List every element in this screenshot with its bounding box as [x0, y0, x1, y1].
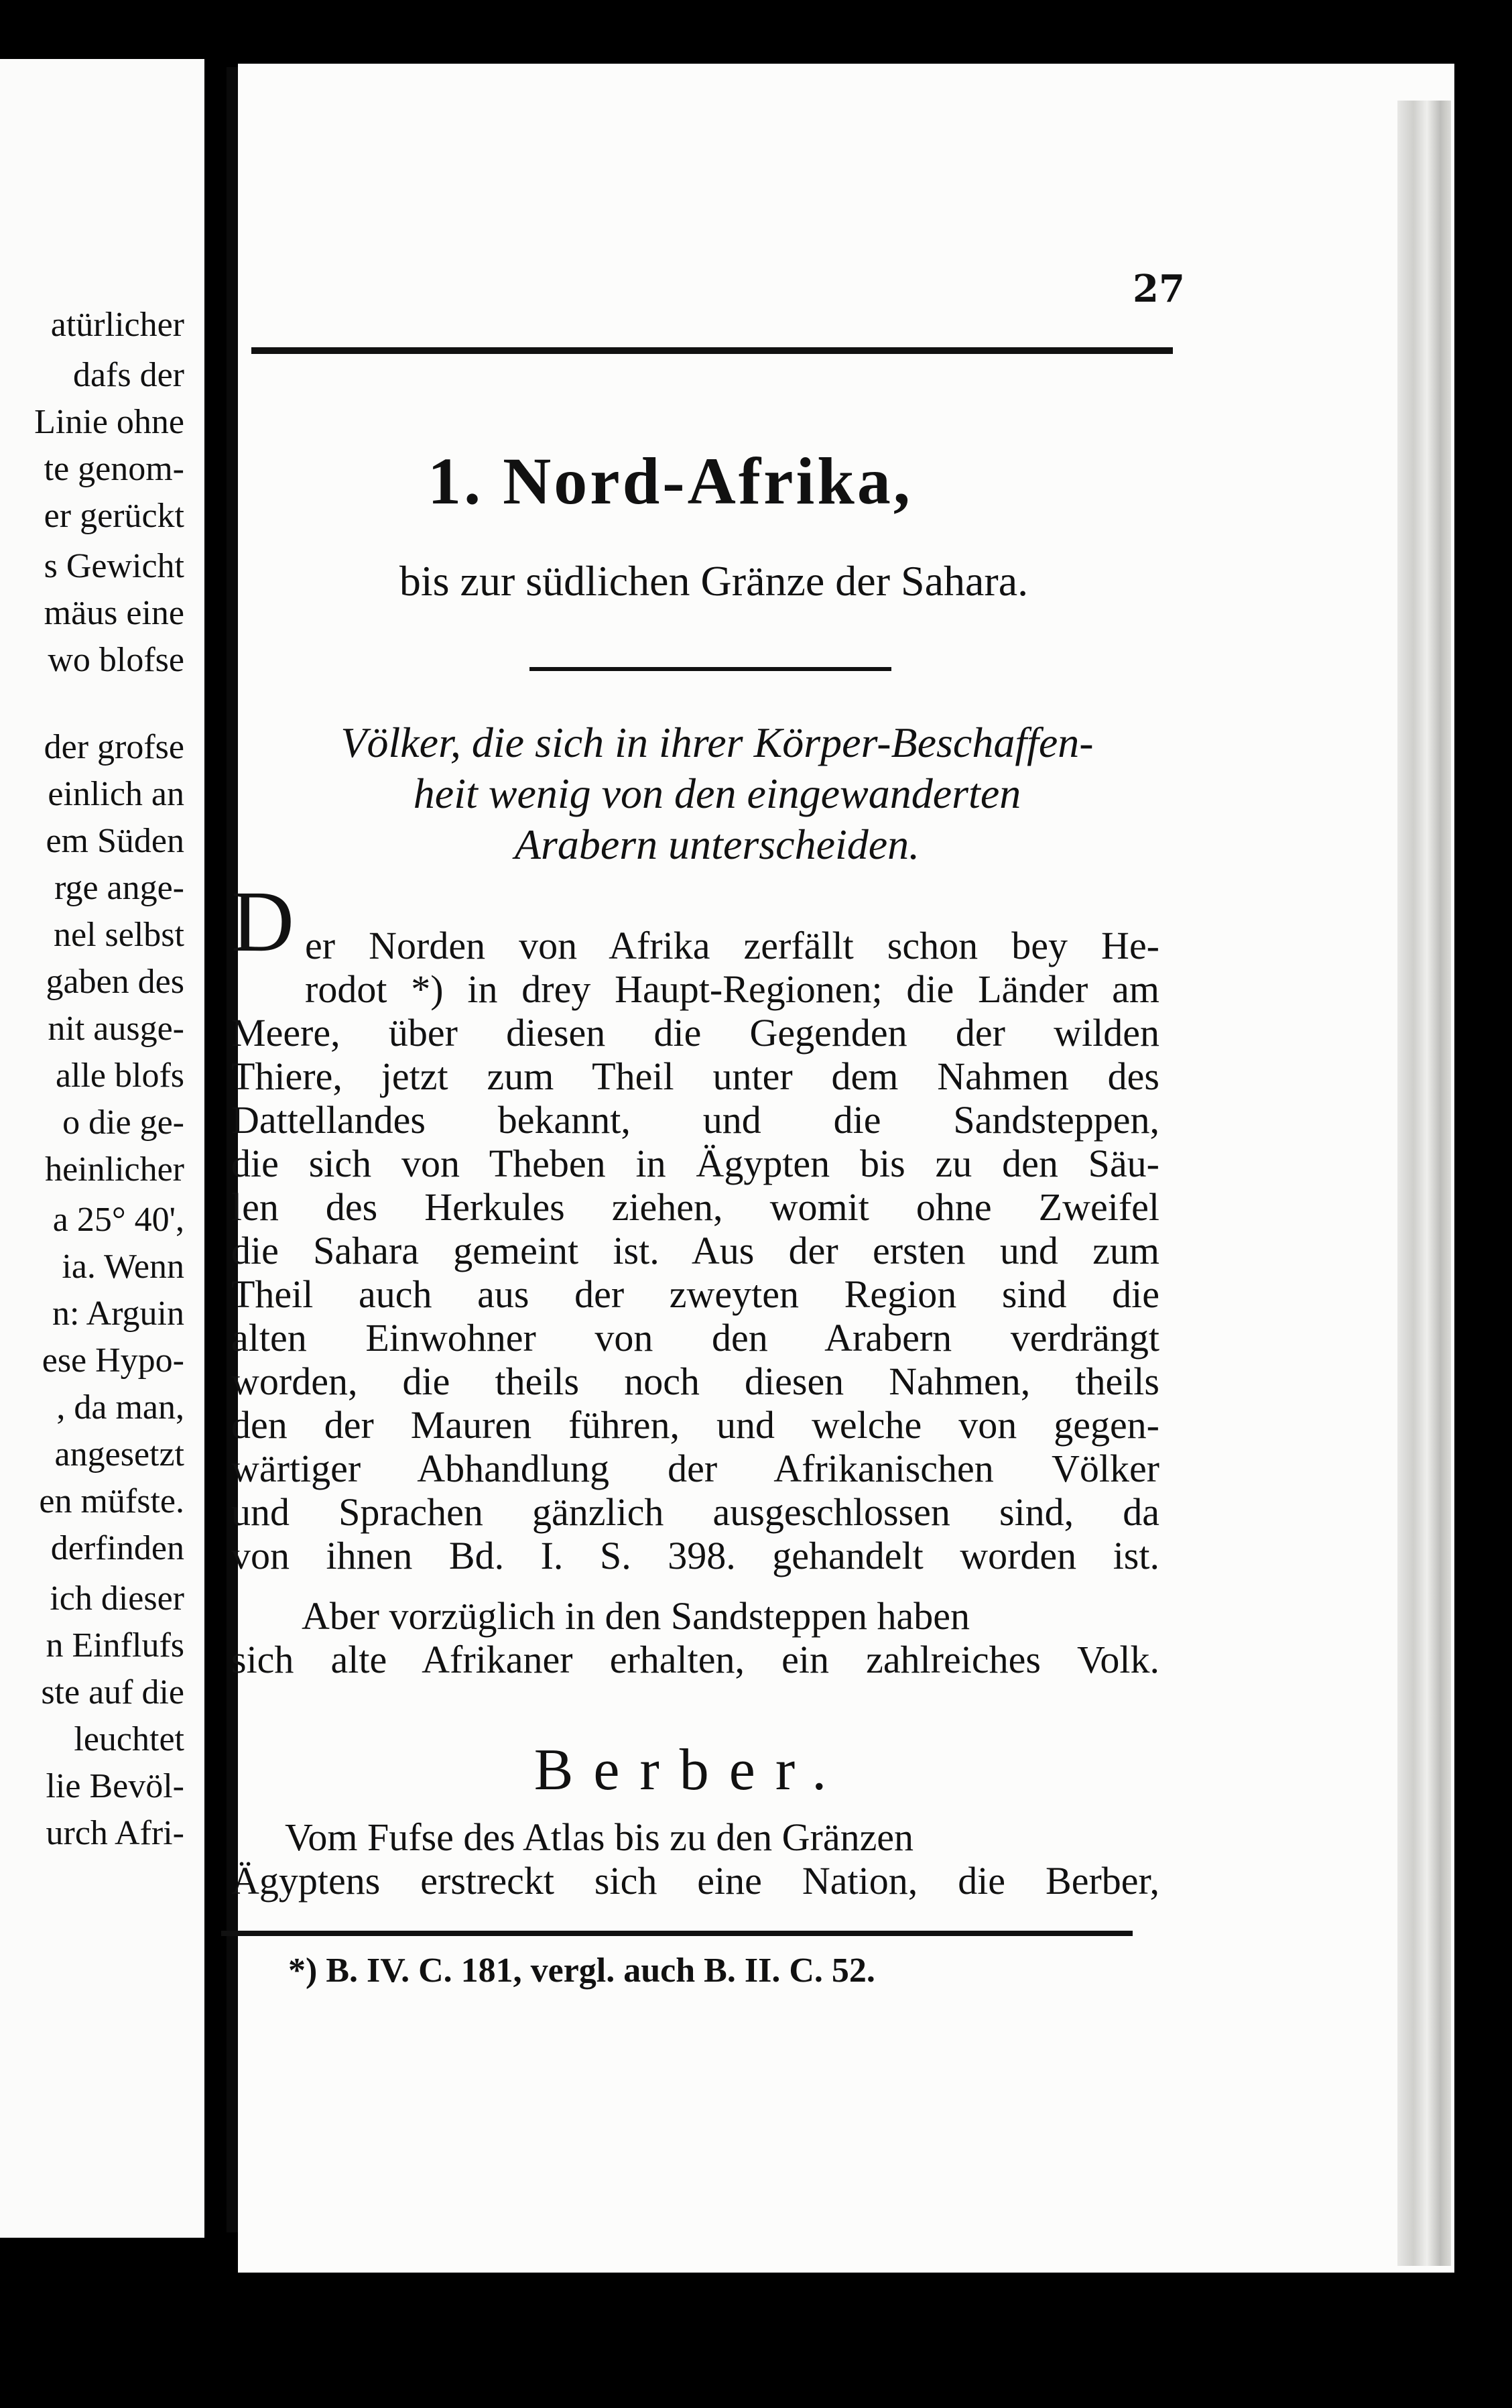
header-rule — [251, 347, 1173, 354]
left-page-line: te genom- — [44, 450, 184, 488]
body-line: die Sahara gemeint ist. Aus der ersten und zum — [231, 1229, 1159, 1272]
body-line: wärtiger Abhandlung der Afrikanischen Völker — [231, 1447, 1159, 1490]
section-title-line: Völker, die sich in ihrer Körper-Beschaffen- — [340, 719, 1094, 766]
body-line: den der Mauren führen, und welche von gegen- — [231, 1403, 1159, 1447]
left-page-line: er gerückt — [44, 497, 184, 535]
left-page-line: ia. Wenn — [62, 1248, 184, 1286]
left-page-line: o die ge- — [62, 1103, 184, 1142]
left-page-line: atürlicher — [50, 306, 184, 344]
body-line: die sich von Theben in Ägypten bis zu den Säu- — [231, 1142, 1159, 1185]
left-page-line: der grofse — [44, 728, 184, 766]
left-page-line: ese Hypo- — [42, 1341, 184, 1380]
left-page-line: Linie ohne — [34, 403, 184, 441]
body-line: len des Herkules ziehen, womit ohne Zweifel — [231, 1185, 1159, 1229]
body-line: er Norden von Afrika zerfällt schon bey He- — [305, 924, 1159, 967]
section-title — [261, 717, 1173, 870]
left-page-fragment — [0, 59, 204, 2238]
left-page-line: einlich an — [48, 775, 184, 813]
left-page-line: ich dieser — [50, 1579, 184, 1618]
footnote: *) B. IV. C. 181, vergl. auch B. II. C. 52. — [288, 1951, 875, 1990]
page-number: 27 — [1133, 267, 1185, 311]
left-page-line: n Einflufs — [46, 1626, 184, 1665]
left-page-line: en müfste. — [39, 1482, 184, 1520]
body-line: Aber vorzüglich in den Sandsteppen haben — [302, 1594, 970, 1638]
left-page-line: nel selbst — [54, 916, 184, 954]
left-page-line: alle blofs — [55, 1057, 184, 1095]
left-page-line: n: Arguin — [52, 1295, 184, 1333]
body-line: sich alte Afrikaner erhalten, ein zahlreiches Volk. — [231, 1638, 1159, 1681]
section-title-line: heit wenig von den eingewanderten — [413, 770, 1021, 817]
body-line: Dattellandes bekannt, und die Sandsteppen, — [231, 1098, 1159, 1142]
left-page-line: wo blofse — [48, 641, 184, 679]
body-line: und Sprachen gänzlich ausgeschlossen sind, da — [231, 1490, 1159, 1534]
page-edge — [1397, 101, 1451, 2266]
footnote-rule — [221, 1931, 1133, 1936]
section-title-line: Arabern unterscheiden. — [514, 821, 920, 868]
body-line: Theil auch aus der zweyten Region sind die — [231, 1272, 1159, 1316]
left-page-line: urch Afri- — [46, 1814, 184, 1852]
left-page-line: lie Bevöl- — [46, 1767, 184, 1805]
section-heading-berber: Berber. — [533, 1738, 847, 1803]
left-page-line: angesetzt — [54, 1435, 184, 1473]
left-page-line: ste auf die — [41, 1673, 184, 1711]
left-page-line: nit ausge- — [48, 1010, 184, 1048]
body-line: von ihnen Bd. I. S. 398. gehandelt worden ist. — [231, 1534, 1159, 1577]
left-page-line: em Süden — [46, 822, 184, 860]
body-line: worden, die theils noch diesen Nahmen, theils — [231, 1360, 1159, 1403]
drop-cap: D — [231, 874, 294, 970]
body-line: Ägyptens erstreckt sich eine Nation, die Berber, — [231, 1859, 1159, 1903]
body-line: Thiere, jetzt zum Theil unter dem Nahmen des — [231, 1055, 1159, 1098]
left-page-line: leuchtet — [74, 1720, 184, 1758]
body-line: rodot *) in drey Haupt-Regionen; die Länder am — [305, 967, 1159, 1011]
heading-divider — [529, 667, 891, 671]
left-page-line: rge ange- — [54, 869, 184, 907]
body-line: alten Einwohner von den Arabern verdrängt — [231, 1316, 1159, 1360]
left-page-line: gaben des — [46, 963, 184, 1001]
left-page-line: derfinden — [50, 1529, 184, 1567]
body-line: Vom Fufse des Atlas bis zu den Gränzen — [285, 1815, 914, 1859]
left-page-line: dafs der — [72, 356, 184, 394]
body-line: Meere, über diesen die Gegenden der wilden — [231, 1011, 1159, 1055]
left-page-line: heinlicher — [45, 1150, 184, 1189]
left-page-line: mäus eine — [44, 594, 184, 632]
left-page-line: , da man, — [56, 1388, 184, 1427]
chapter-heading: 1. Nord-Afrika, — [428, 444, 913, 518]
chapter-subheading: bis zur südlichen Gränze der Sahara. — [399, 557, 1029, 605]
left-page-line: s Gewicht — [44, 547, 184, 585]
left-page-line: a 25° 40', — [52, 1201, 184, 1239]
